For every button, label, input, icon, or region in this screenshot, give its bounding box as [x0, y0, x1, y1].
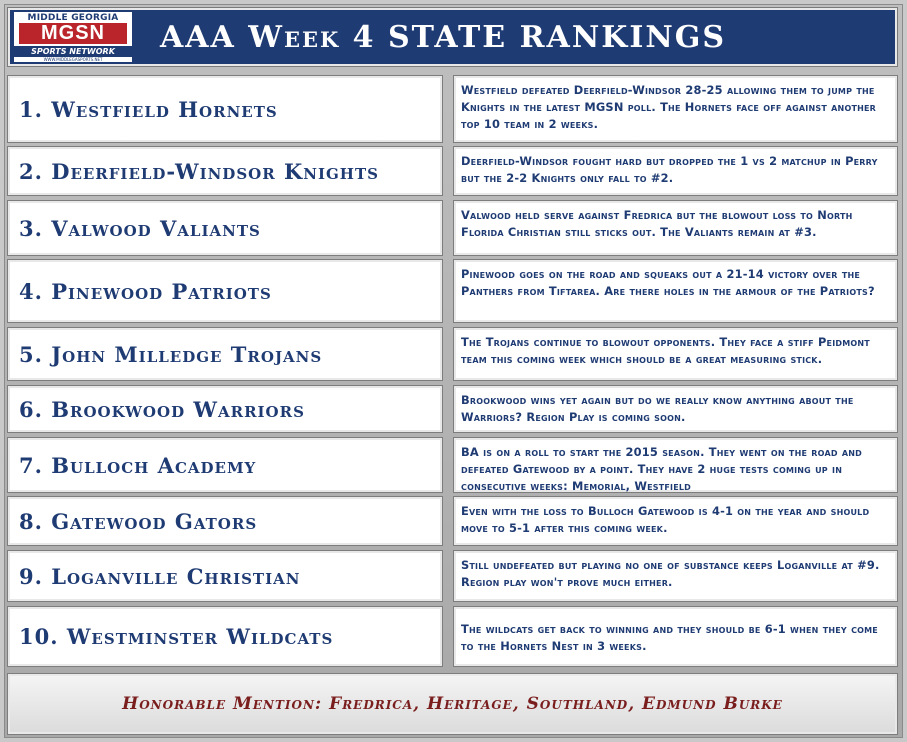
logo-top-text: MIDDLE GEORGIA: [27, 13, 119, 23]
team-blurb: Valwood held serve against Fredrica but the blowout loss to North Florida Christian still sticks out. The Valiants remain at #3.: [461, 208, 853, 239]
team-name: 1. Westfield Hornets: [19, 96, 278, 122]
blurb-cell: [454, 201, 897, 255]
blurb-cell: [454, 147, 897, 195]
team-name: 3. Valwood Valiants: [19, 215, 261, 241]
team-name: 8. Gatewood Gators: [19, 508, 258, 534]
ranking-row: [8, 328, 897, 380]
page-title: AAA Week 4 STATE RANKINGS: [160, 20, 727, 55]
logo-url-text: WWW.MIDDLEGASPORTS.NET: [43, 57, 103, 62]
team-cell: [8, 607, 442, 666]
team-cell: [8, 438, 442, 492]
logo-main-text: MGSN: [19, 23, 127, 44]
blurb-cell: [454, 607, 897, 666]
honorable-mention-panel: [8, 674, 897, 734]
blurb-cell: [454, 551, 897, 601]
ranking-row: [8, 76, 897, 142]
team-blurb: The Trojans continue to blowout opponents. They face a stiff Peidmont team this coming week which should be a great measuring stick.: [461, 335, 870, 366]
blurb-cell: [454, 386, 897, 432]
team-cell: [8, 497, 442, 545]
team-name: 7. Bulloch Academy: [19, 452, 257, 478]
ranking-row: [8, 551, 897, 601]
ranking-row: [8, 497, 897, 545]
team-name: 10. Westminster Wildcats: [19, 624, 334, 649]
team-cell: [8, 76, 442, 142]
team-name: 5. John Milledge Trojans: [19, 341, 323, 367]
team-blurb: Deerfield-Windsor fought hard but dropped the 1 vs 2 matchup in Perry but the 2-2 Knights only fall to #2.: [461, 154, 878, 185]
ranking-row: [8, 201, 897, 255]
team-blurb: BA is on a roll to start the 2015 season. They went on the road and defeated Gatewood by a point. They have 2 huge tests coming up in consecutive weeks: Memorial, Westfield: [461, 445, 862, 493]
team-blurb: Brookwood wins yet again but do we really know anything about the Warriors? Region Play is coming soon.: [461, 393, 854, 424]
team-blurb: Still undefeated but playing no one of substance keeps Loganville at #9. Region play won't prove much either.: [461, 558, 880, 589]
team-cell: [8, 147, 442, 195]
team-cell: [8, 260, 442, 322]
blurb-cell: [454, 438, 897, 492]
ranking-row: [8, 386, 897, 432]
ranking-row: [8, 260, 897, 322]
honorable-mention-text: Honorable Mention: Fredrica, Heritage, Southland, Edmund Burke: [122, 694, 783, 714]
logo-bottom-text: SPORTS NETWORK: [14, 46, 132, 57]
blurb-cell: [454, 76, 897, 142]
team-blurb: Westfield defeated Deerfield-Windsor 28-25 allowing them to jump the Knights in the latest MGSN poll. The Hornets face off against another top 10 team in 2 weeks.: [461, 83, 877, 131]
team-name: 9. Loganville Christian: [19, 563, 301, 589]
team-cell: [8, 201, 442, 255]
blurb-cell: [454, 328, 897, 380]
team-name: 4. Pinewood Patriots: [19, 278, 272, 304]
team-cell: [8, 551, 442, 601]
blurb-cell: [454, 497, 897, 545]
team-blurb: The wildcats get back to winning and they should be 6-1 when they come to the Hornets Nest in 3 weeks.: [461, 622, 878, 653]
team-name: 6. Brookwood Warriors: [19, 396, 305, 422]
ranking-row: [8, 438, 897, 492]
team-cell: [8, 328, 442, 380]
blurb-cell: [454, 260, 897, 322]
ranking-row: [8, 607, 897, 666]
header-banner: [8, 8, 897, 66]
mgsn-logo: [14, 12, 132, 62]
team-cell: [8, 386, 442, 432]
team-blurb: Pinewood goes on the road and squeaks out a 21-14 victory over the Panthers from Tiftarea. Are there holes in the armour of the Patriots?: [461, 267, 875, 298]
team-name: 2. Deerfield-Windsor Knights: [19, 158, 379, 184]
ranking-row: [8, 147, 897, 195]
team-blurb: Even with the loss to Bulloch Gatewood is 4-1 on the year and should move to 5-1 after this coming week.: [461, 504, 870, 535]
